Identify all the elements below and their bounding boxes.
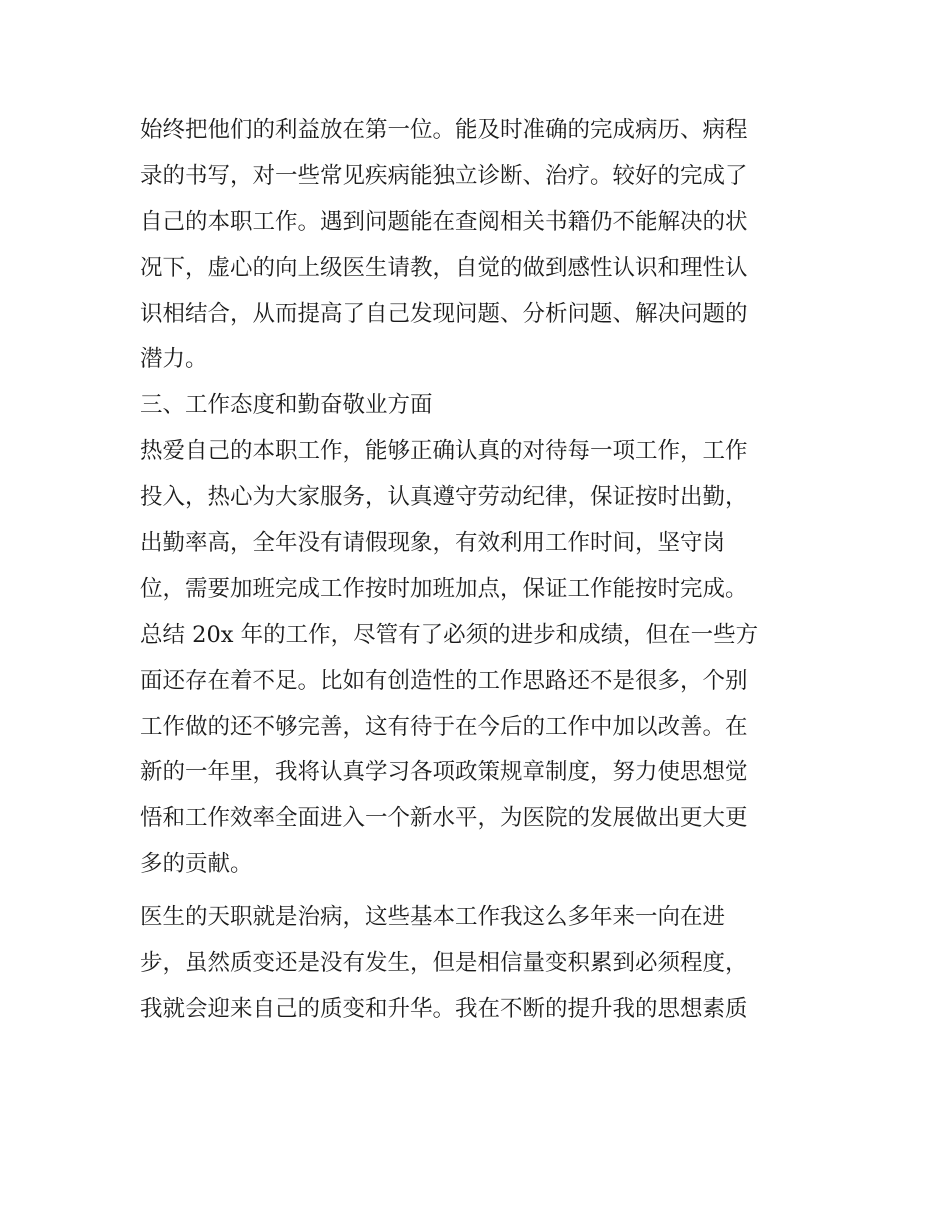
heading-line: 三、工作态度和勤奋敬业方面 (140, 392, 433, 419)
text-line: 识相结合，从而提高了自己发现问题、分析问题、解决问题的 (140, 300, 748, 327)
text-line: 面还存在着不足。比如有创造性的工作思路还不是很多，个别 (140, 667, 748, 694)
text-line: 步，虽然质变还是没有发生，但是相信量变积累到必须程度， (140, 950, 748, 977)
paragraph-doctor-duty (140, 895, 820, 1033)
text-line: 自己的本职工作。遇到问题能在查阅相关书籍仍不能解决的状 (140, 208, 748, 235)
section-heading (140, 383, 820, 429)
text-line: 录的书写，对一些常见疾病能独立诊断、治疗。较好的完成了 (140, 162, 748, 189)
text-line: 潜力。 (140, 346, 208, 373)
text-line: 始终把他们的利益放在第一位。能及时准确的完成病历、病程 (140, 117, 748, 143)
text-line: 我就会迎来自己的质变和升华。我在不断的提升我的思想素质 (140, 995, 748, 1022)
document-body (140, 108, 820, 1033)
text-line: 医生的天职就是治病，这些基本工作我这么多年来一向在进 (140, 904, 726, 931)
text-line: 总结 20x 年的工作，尽管有了必须的进步和成绩，但在一些方 (140, 621, 759, 648)
paragraph-spacer (140, 888, 820, 895)
paragraph-work-attitude (140, 429, 820, 888)
text-line: 悟和工作效率全面进入一个新水平，为医院的发展做出更大更 (140, 805, 748, 832)
text-line: 出勤率高，全年没有请假现象，有效利用工作时间，坚守岗 (140, 530, 726, 557)
paragraph-work-skills (140, 108, 820, 383)
text-line: 新的一年里，我将认真学习各项政策规章制度，努力使思想觉 (140, 759, 748, 786)
text-line: 热爱自己的本职工作，能够正确认真的对待每一项工作，工作 (140, 438, 748, 465)
text-line: 工作做的还不够完善，这有待于在今后的工作中加以改善。在 (140, 713, 748, 740)
text-line: 位，需要加班完成工作按时加班加点，保证工作能按时完成。 (140, 575, 748, 602)
text-line: 况下，虚心的向上级医生请教，自觉的做到感性认识和理性认 (140, 254, 748, 281)
text-line: 投入，热心为大家服务，认真遵守劳动纪律，保证按时出勤， (140, 484, 748, 511)
text-line: 多的贡献。 (140, 851, 253, 878)
